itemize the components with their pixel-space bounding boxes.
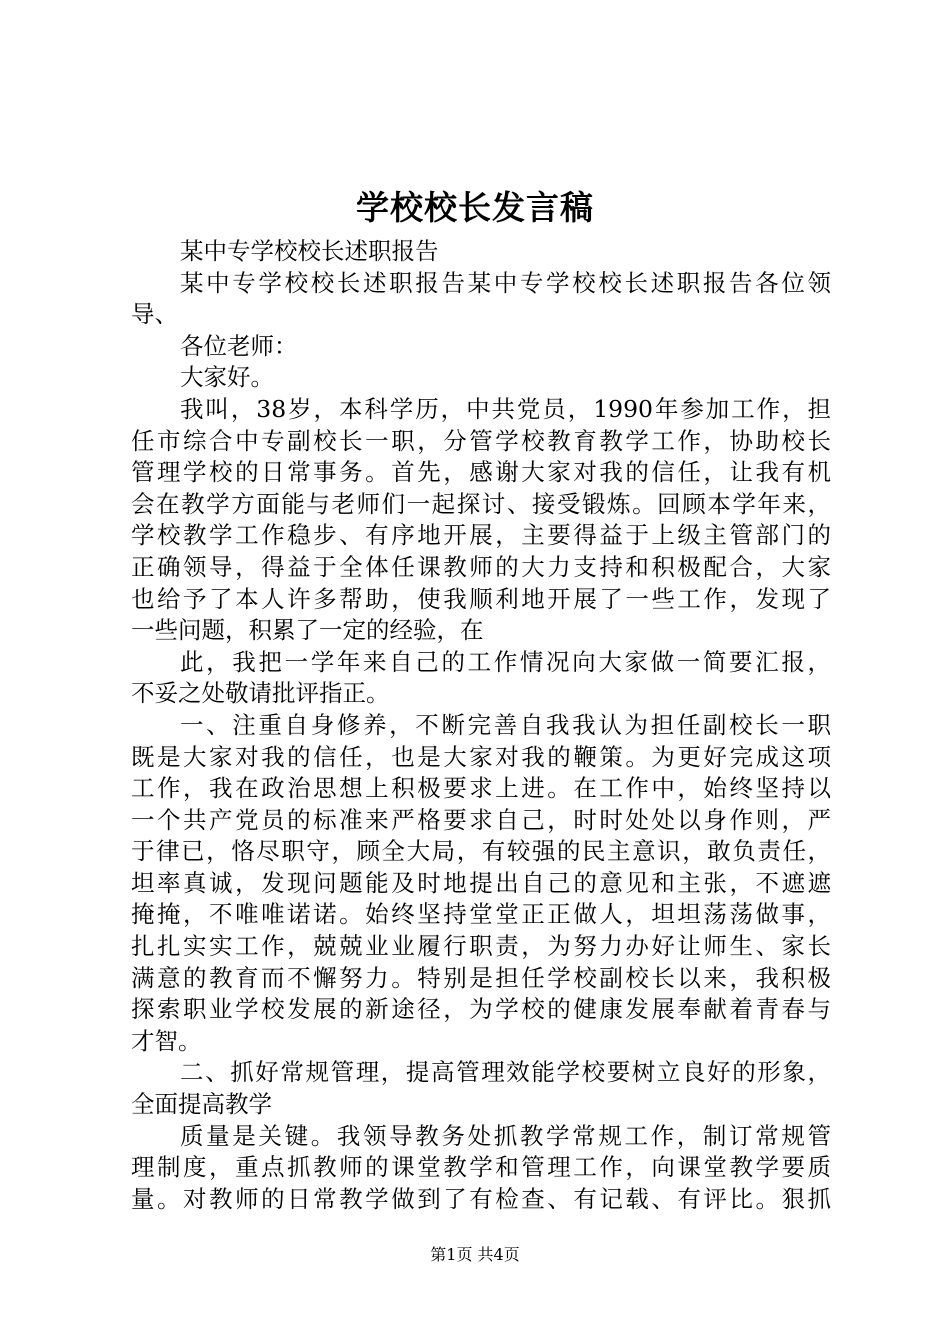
text-line: 此，我把一学年来自己的工作情况向大家做一简要汇报， [180,647,831,676]
text-line: 二、抓好常规管理，提高管理效能学校要树立良好的形象， [180,1058,831,1087]
text-line: 正确领导，得益于全体任课教师的大力支持和积极配合，大家 [131,552,831,581]
text-line: 满意的教育而不懈努力。特别是担任学校副校长以来，我积极 [131,963,831,992]
document-body [131,236,831,1215]
text-line: 一个共产党员的标准来严格要求自己，时时处处以身作则，严 [131,805,831,834]
text-line: 既是大家对我的信任，也是大家对我的鞭策。为更好完成这项 [131,742,831,771]
page-number: 第1页 共4页 [430,1245,520,1264]
text-line: 才智。 [131,1026,202,1055]
text-line: 不妥之处敬请批评指正。 [131,679,390,708]
text-line: 导、 [131,300,178,329]
text-line: 扎扎实实工作，兢兢业业履行职责，为努力办好让师生、家长 [131,932,831,961]
text-line: 全面提高教学 [131,1090,272,1119]
text-line: 一些问题，积累了一定的经验，在 [131,616,484,645]
text-line: 坦率真诚，发现问题能及时地提出自己的意见和主张，不遮遮 [131,868,831,897]
text-line: 某中专学校校长述职报告 [180,237,439,265]
text-line: 探索职业学校发展的新途径，为学校的健康发展奉献着青春与 [131,995,831,1024]
text-line: 理制度，重点抓教师的课堂教学和管理工作，向课堂教学要质 [131,1153,831,1182]
text-line: 各位老师： [180,331,298,360]
text-line: 学校教学工作稳步、有序地开展，主要得益于上级主管部门的 [131,521,831,550]
text-line: 我叫，38岁，本科学历，中共党员，1990年参加工作，担 [180,394,831,423]
text-line: 工作，我在政治思想上积极要求上进。在工作中，始终坚持以 [131,774,831,803]
text-line: 量。对教师的日常教学做到了有检查、有记载、有评比。狠抓 [131,1184,831,1213]
text-line: 管理学校的日常事务。首先，感谢大家对我的信任，让我有机 [131,458,831,487]
text-line: 掩掩，不唯唯诺诺。始终坚持堂堂正正做人，坦坦荡荡做事， [131,900,831,929]
text-line: 质量是关键。我领导教务处抓教学常规工作，制订常规管 [180,1121,831,1150]
text-line: 任市综合中专副校长一职，分管学校教育教学工作，协助校长 [131,426,831,455]
text-line: 也给予了本人许多帮助，使我顺利地开展了一些工作，发现了 [131,584,831,613]
text-line: 一、注重自身修养，不断完善自我我认为担任副校长一职 [180,710,831,739]
document-title: 学校校长发言稿 [356,188,594,227]
text-line: 会在教学方面能与老师们一起探讨、接受锻炼。回顾本学年来， [131,489,831,518]
text-line: 某中专学校校长述职报告某中专学校校长述职报告各位领 [180,268,831,297]
text-line: 大家好。 [180,363,274,392]
text-line: 于律已，恪尽职守，顾全大局，有较强的民主意识，敢负责任， [131,837,831,866]
